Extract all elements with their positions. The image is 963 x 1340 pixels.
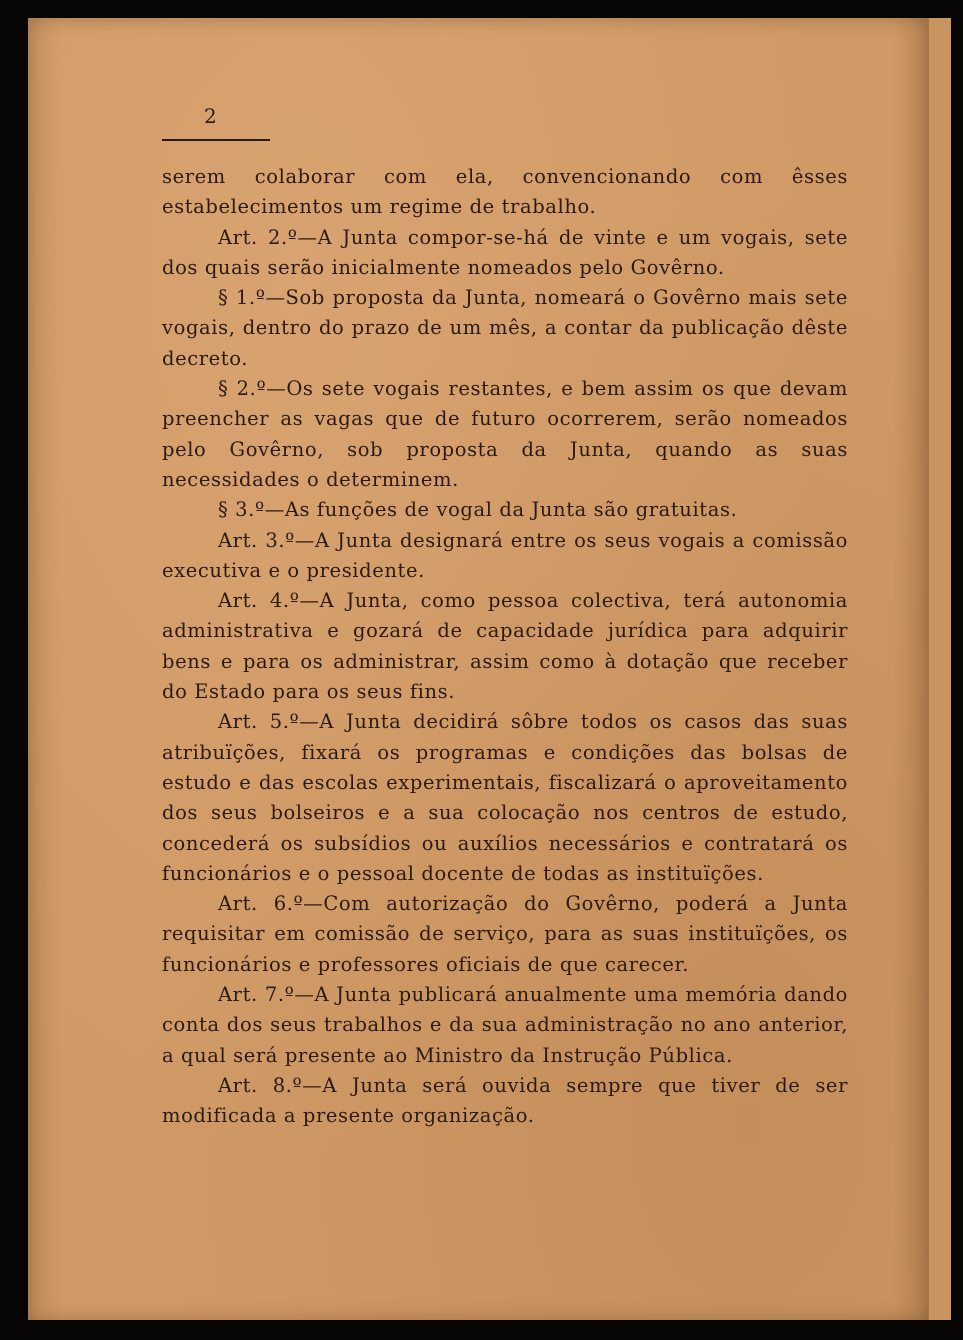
page-number-rule [162,139,270,141]
paragraph-art-2-s2: § 2.º—Os sete vogais restantes, e bem assim os que devam preencher as vagas que de futuro ocorrerem, serão nomeados pelo Govêrno, sob proposta da Junta, quando as suas necessidades o determinem. [162,377,848,491]
body-text [162,162,848,1132]
paragraph-art-6: Art. 6.º—Com autorização do Govêrno, poderá a Junta requisitar em comissão de serviço, para as suas instituïções, os funcionários e professores oficiais de que carecer. [162,892,848,976]
paragraph-art-7: Art. 7.º—A Junta publicará anualmente uma memória dando conta dos seus trabalhos e da sua administração no ano anterior, a qual será presente ao Ministro da Instrução Pública. [162,983,848,1067]
paragraph-continuation: serem colaborar com ela, convencionando com êsses estabelecimentos um regime de trabalho. [162,165,848,219]
paragraph-art-2-s3: § 3.º—As funções de vogal da Junta são gratuitas. [218,498,738,522]
paragraph-art-3: Art. 3.º—A Junta designará entre os seus vogais a comissão executiva e o presidente. [162,528,848,582]
page-number: 2 [204,104,217,128]
document-page [28,18,928,1320]
adjacent-page-edge [928,18,951,1320]
paragraph-art-2: Art. 2.º—A Junta compor-se-há de vinte e um vogais, sete dos quais serão inicialmente nomeados pelo Govêrno. [162,225,848,279]
paragraph-art-2-s1: § 1.º—Sob proposta da Junta, nomeará o Govêrno mais sete vogais, dentro do prazo de um mês, a contar da publicação dêste decreto. [162,286,848,370]
paragraph-art-8: Art. 8.º—A Junta será ouvida sempre que tiver de ser modificada a presente organização. [162,1073,848,1128]
paragraph-art-5: Art. 5.º—A Junta decidirá sôbre todos os casos das suas atribuïções, fixará os programas e condições das bolsas de estudo e das escolas experimentais, fiscalizará o aproveitamento dos seus bolseiros e a sua colocação nos centros de estudo, concederá os subsídios ou auxílios necessários e contratará os funcionários e o pessoal docente de todas as instituïções. [162,710,848,885]
paragraph-art-4: Art. 4.º—A Junta, como pessoa colectiva, terá autonomia administrativa e gozará de capacidade jurídica para adquirir bens e para os administrar, assim como à dotação que receber do Estado para os seus fins. [162,589,848,704]
